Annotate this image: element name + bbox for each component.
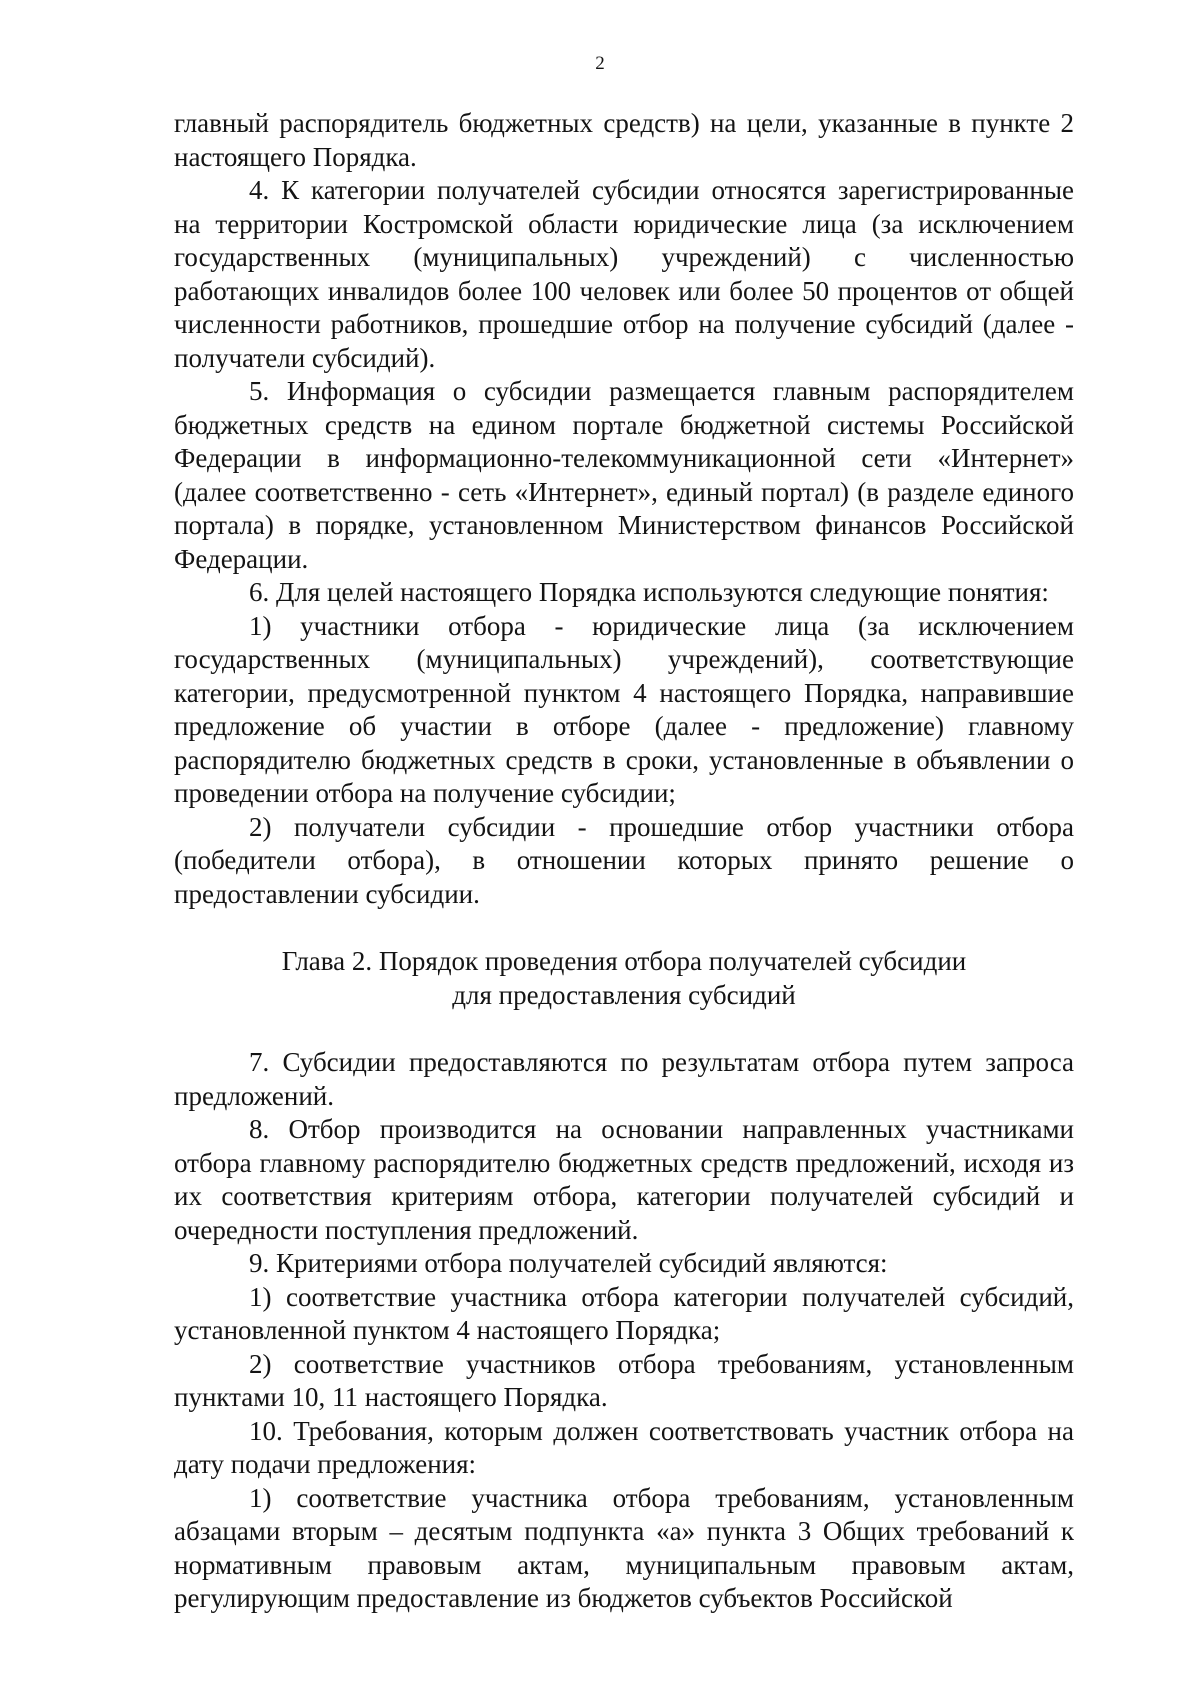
paragraph-clause-10: 10. Требования, которым должен соответствовать участник отбора на дату подачи предложения: [174,1415,1074,1479]
paragraph-clause-9-item-1: 1) соответствие участника отбора категории получателей субсидий, установленной пунктом 4 настоящего Порядка; [174,1281,1074,1345]
chapter-heading-line-2: для предоставления субсидий [452,979,796,1010]
paragraph-clause-4: 4. К категории получателей субсидии относятся зарегистрированные на территории Костромской области юридические лица (за исключением государственных (муниципальных) учреждений) с численностью работающих инвалидов более 100 человек или более 50 процентов от общей численности работников, прошедшие отбор на получение субсидий (далее - получатели субсидий). [174,175,1074,373]
paragraph-clause-5: 5. Информация о субсидии размещается главным распорядителем бюджетных средств на едином портале бюджетной системы Российской Федерации в информационно-телекоммуникационной сети «Интернет» (далее соответственно - сеть «Интернет», единый портал) (в разделе единого портала) в порядке, установленном Министерством финансов Российской Федерации. [174,376,1074,574]
paragraph-clause-6-item-1: 1) участники отбора - юридические лица (за исключением государственных (муниципальных) учреждений), соответствующие категории, предусмотренной пунктом 4 настоящего Порядка, направившие предложение об участии в отборе (далее - предложение) главному распорядителю бюджетных средств в сроки, установленные в объявлении о проведении отбора на получение субсидии; [174,610,1074,808]
document-body [174,107,1074,1616]
paragraph-clause-9: 9. Критериями отбора получателей субсидий являются: [249,1248,888,1278]
chapter-heading-line-1: Глава 2. Порядок проведения отбора получателей субсидии [281,946,967,976]
paragraph-clause-6: 6. Для целей настоящего Порядка используются следующие понятия: [249,577,1049,607]
page-number: 2 [595,53,605,74]
paragraph-clause-10-item-1: 1) соответствие участника отбора требованиям, установленным абзацами вторым – десятым подпункта «а» пункта 3 Общих требований к нормативным правовым актам, муниципальным правовым актам, регулирующим предоставление из бюджетов субъектов Российской [174,1482,1074,1613]
paragraph: главный распорядитель бюджетных средств) на цели, указанные в пункте 2 настоящего Порядка. [174,108,1074,172]
paragraph-clause-8: 8. Отбор производится на основании направленных участниками отбора главному распорядителю бюджетных средств предложений, исходя из их соответствия критериям отбора, категории получателей субсидий и очередности поступления предложений. [174,1114,1074,1245]
paragraph-clause-9-item-2: 2) соответствие участников отбора требованиям, установленным пунктами 10, 11 настоящего Порядка. [174,1348,1074,1412]
paragraph-clause-7: 7. Субсидии предоставляются по результатам отбора путем запроса предложений. [174,1047,1074,1111]
paragraph-clause-6-item-2: 2) получатели субсидии - прошедшие отбор участники отбора (победители отбора), в отношении которых принято решение о предоставлении субсидии. [174,811,1074,909]
chapter-heading [174,945,1074,1012]
